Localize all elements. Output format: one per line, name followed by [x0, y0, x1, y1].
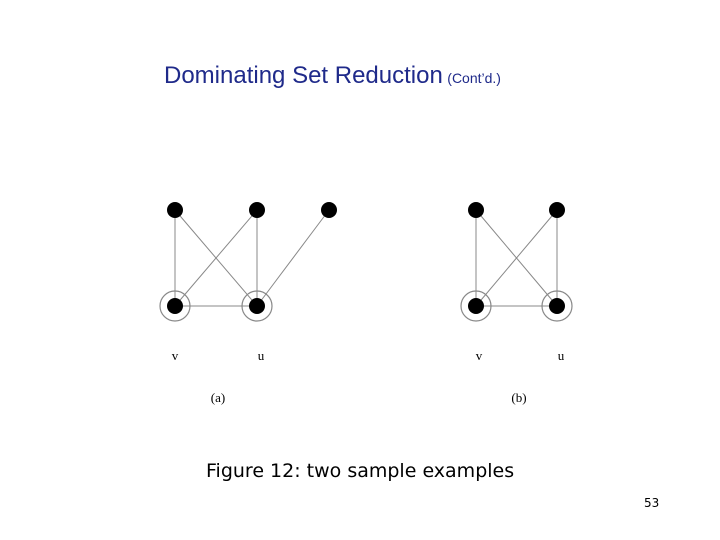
figure-caption: Figure 12: two sample examples	[206, 460, 515, 482]
node	[321, 202, 337, 218]
node-label-v: v	[171, 348, 179, 363]
subfigure-label-a: (a)	[210, 390, 226, 405]
page-number: 53	[644, 496, 660, 510]
node-label-v: v	[475, 348, 483, 363]
graph-b-nodes	[461, 202, 572, 321]
node	[549, 298, 565, 314]
graph-b	[476, 210, 557, 306]
title-main: Dominating Set Reduction	[164, 62, 443, 89]
node	[249, 202, 265, 218]
node-label-u: u	[557, 348, 565, 363]
node	[468, 298, 484, 314]
title-sub: (Cont’d.)	[447, 70, 501, 86]
node	[249, 298, 265, 314]
node	[549, 202, 565, 218]
subfigure-label-b: (b)	[511, 390, 527, 405]
node	[167, 298, 183, 314]
node	[167, 202, 183, 218]
node	[468, 202, 484, 218]
node-label-u: u	[257, 348, 265, 363]
edge	[257, 210, 329, 306]
